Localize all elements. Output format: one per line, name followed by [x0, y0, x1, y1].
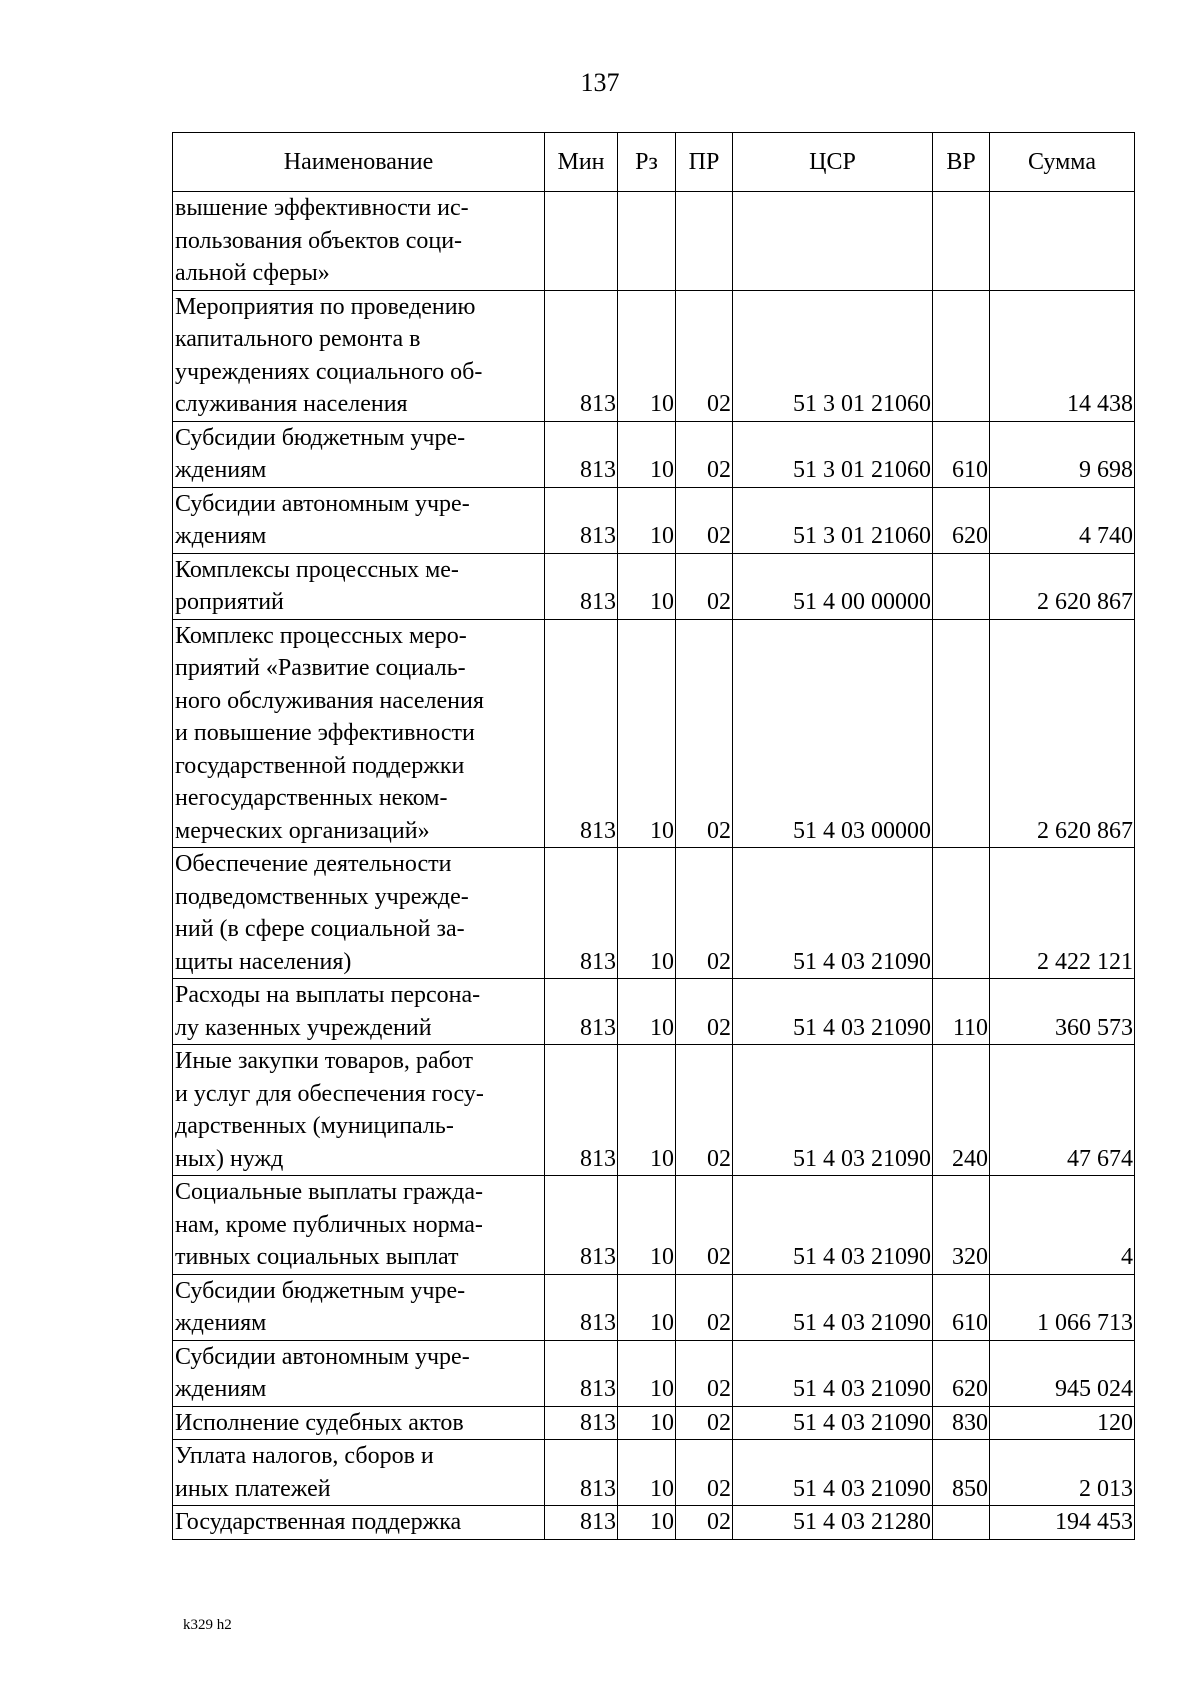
cell-vr	[933, 619, 990, 848]
cell-csr: 51 4 03 21090	[733, 1340, 933, 1406]
cell-rz: 10	[618, 1440, 676, 1506]
cell-min: 813	[545, 1340, 618, 1406]
cell-rz: 10	[618, 487, 676, 553]
cell-rz: 10	[618, 421, 676, 487]
cell-pr: 02	[676, 421, 733, 487]
cell-sum: 4	[990, 1176, 1135, 1275]
header-row	[173, 133, 1135, 192]
table-row	[173, 979, 1135, 1045]
cell-pr: 02	[676, 619, 733, 848]
header-sum: Сумма	[990, 133, 1135, 192]
header-csr: ЦСР	[733, 133, 933, 192]
cell-vr: 620	[933, 487, 990, 553]
cell-name: Субсидии бюджетным учре- ждениям	[173, 1274, 545, 1340]
table-row	[173, 1274, 1135, 1340]
table-row	[173, 487, 1135, 553]
cell-min: 813	[545, 553, 618, 619]
cell-csr: 51 4 03 21090	[733, 1274, 933, 1340]
cell-min: 813	[545, 1406, 618, 1440]
table-row	[173, 848, 1135, 979]
cell-csr: 51 4 03 00000	[733, 619, 933, 848]
cell-sum: 2 013	[990, 1440, 1135, 1506]
cell-rz: 10	[618, 848, 676, 979]
budget-table	[172, 132, 1135, 1540]
cell-min: 813	[545, 1176, 618, 1275]
cell-sum: 120	[990, 1406, 1135, 1440]
table-row	[173, 553, 1135, 619]
cell-sum: 14 438	[990, 290, 1135, 421]
cell-sum: 1 066 713	[990, 1274, 1135, 1340]
header-pr: ПР	[676, 133, 733, 192]
cell-name: Социальные выплаты гражда- нам, кроме публичных норма- тивных социальных выплат	[173, 1176, 545, 1275]
table-row	[173, 1176, 1135, 1275]
cell-name: Комплекс процессных меро- приятий «Развитие социаль- ного обслуживания населения и повышение эффективности государственной поддержки негосударственных неком- мерческих организаций»	[173, 619, 545, 848]
cell-sum: 2 620 867	[990, 553, 1135, 619]
cell-min: 813	[545, 1506, 618, 1540]
cell-vr: 240	[933, 1045, 990, 1176]
cell-csr: 51 4 03 21280	[733, 1506, 933, 1540]
cell-min: 813	[545, 979, 618, 1045]
cell-pr	[676, 192, 733, 291]
cell-name: Комплексы процессных ме- роприятий	[173, 553, 545, 619]
cell-sum: 2 422 121	[990, 848, 1135, 979]
cell-name: Субсидии бюджетным учре- ждениям	[173, 421, 545, 487]
cell-pr: 02	[676, 553, 733, 619]
cell-name: Расходы на выплаты персона- лу казенных учреждений	[173, 979, 545, 1045]
cell-rz: 10	[618, 1045, 676, 1176]
footer-code: k329 h2	[183, 1617, 232, 1633]
cell-sum: 360 573	[990, 979, 1135, 1045]
cell-pr: 02	[676, 1274, 733, 1340]
page-number: 137	[580, 68, 620, 97]
cell-vr	[933, 192, 990, 291]
cell-pr: 02	[676, 1045, 733, 1176]
cell-min: 813	[545, 619, 618, 848]
cell-vr: 850	[933, 1440, 990, 1506]
cell-csr: 51 3 01 21060	[733, 290, 933, 421]
table-row	[173, 192, 1135, 291]
cell-csr: 51 4 00 00000	[733, 553, 933, 619]
cell-vr: 620	[933, 1340, 990, 1406]
cell-name: Мероприятия по проведению капитального ремонта в учреждениях социального об- служивания населения	[173, 290, 545, 421]
cell-min: 813	[545, 421, 618, 487]
budget-table-wrapper	[172, 132, 1134, 1540]
cell-name: Уплата налогов, сборов и иных платежей	[173, 1440, 545, 1506]
header-min: Мин	[545, 133, 618, 192]
header-name: Наименование	[173, 133, 545, 192]
cell-min: 813	[545, 487, 618, 553]
cell-sum	[990, 192, 1135, 291]
cell-vr	[933, 848, 990, 979]
cell-pr: 02	[676, 1406, 733, 1440]
table-row	[173, 421, 1135, 487]
table-header	[173, 133, 1135, 192]
cell-min: 813	[545, 1440, 618, 1506]
cell-csr: 51 4 03 21090	[733, 1440, 933, 1506]
cell-min: 813	[545, 1045, 618, 1176]
cell-sum: 47 674	[990, 1045, 1135, 1176]
table-row	[173, 290, 1135, 421]
cell-vr: 110	[933, 979, 990, 1045]
table-row	[173, 619, 1135, 848]
cell-rz: 10	[618, 1176, 676, 1275]
table-row	[173, 1440, 1135, 1506]
cell-csr: 51 4 03 21090	[733, 848, 933, 979]
cell-name: Обеспечение деятельности подведомственных учрежде- ний (в сфере социальной за- щиты населения)	[173, 848, 545, 979]
cell-rz: 10	[618, 290, 676, 421]
cell-min: 813	[545, 848, 618, 979]
table-row	[173, 1045, 1135, 1176]
cell-pr: 02	[676, 1506, 733, 1540]
header-rz: Рз	[618, 133, 676, 192]
cell-csr: 51 3 01 21060	[733, 487, 933, 553]
cell-min	[545, 192, 618, 291]
cell-sum: 945 024	[990, 1340, 1135, 1406]
cell-pr: 02	[676, 848, 733, 979]
cell-rz: 10	[618, 1406, 676, 1440]
header-vr: ВР	[933, 133, 990, 192]
table-row	[173, 1506, 1135, 1540]
cell-vr: 610	[933, 1274, 990, 1340]
cell-vr	[933, 290, 990, 421]
cell-csr: 51 3 01 21060	[733, 421, 933, 487]
cell-rz: 10	[618, 979, 676, 1045]
cell-name: вышение эффективности ис- пользования объектов соци- альной сферы»	[173, 192, 545, 291]
cell-rz	[618, 192, 676, 291]
cell-csr: 51 4 03 21090	[733, 1045, 933, 1176]
cell-sum: 194 453	[990, 1506, 1135, 1540]
cell-name: Субсидии автономным учре- ждениям	[173, 1340, 545, 1406]
cell-rz: 10	[618, 553, 676, 619]
cell-rz: 10	[618, 1274, 676, 1340]
cell-vr: 320	[933, 1176, 990, 1275]
cell-csr: 51 4 03 21090	[733, 1406, 933, 1440]
cell-min: 813	[545, 1274, 618, 1340]
cell-sum: 4 740	[990, 487, 1135, 553]
cell-vr: 610	[933, 421, 990, 487]
cell-name: Субсидии автономным учре- ждениям	[173, 487, 545, 553]
cell-pr: 02	[676, 979, 733, 1045]
cell-pr: 02	[676, 290, 733, 421]
cell-name: Исполнение судебных актов	[173, 1406, 545, 1440]
cell-name: Иные закупки товаров, работ и услуг для обеспечения госу- дарственных (муниципаль- ных) нужд	[173, 1045, 545, 1176]
table-row	[173, 1406, 1135, 1440]
cell-pr: 02	[676, 1440, 733, 1506]
cell-sum: 9 698	[990, 421, 1135, 487]
cell-rz: 10	[618, 1340, 676, 1406]
cell-sum: 2 620 867	[990, 619, 1135, 848]
cell-csr: 51 4 03 21090	[733, 1176, 933, 1275]
cell-rz: 10	[618, 1506, 676, 1540]
cell-rz: 10	[618, 619, 676, 848]
table-body	[173, 192, 1135, 1540]
table-row	[173, 1340, 1135, 1406]
cell-min: 813	[545, 290, 618, 421]
cell-pr: 02	[676, 1340, 733, 1406]
cell-csr: 51 4 03 21090	[733, 979, 933, 1045]
cell-pr: 02	[676, 1176, 733, 1275]
cell-vr	[933, 553, 990, 619]
cell-vr	[933, 1506, 990, 1540]
cell-vr: 830	[933, 1406, 990, 1440]
cell-name: Государственная поддержка	[173, 1506, 545, 1540]
cell-csr	[733, 192, 933, 291]
cell-pr: 02	[676, 487, 733, 553]
